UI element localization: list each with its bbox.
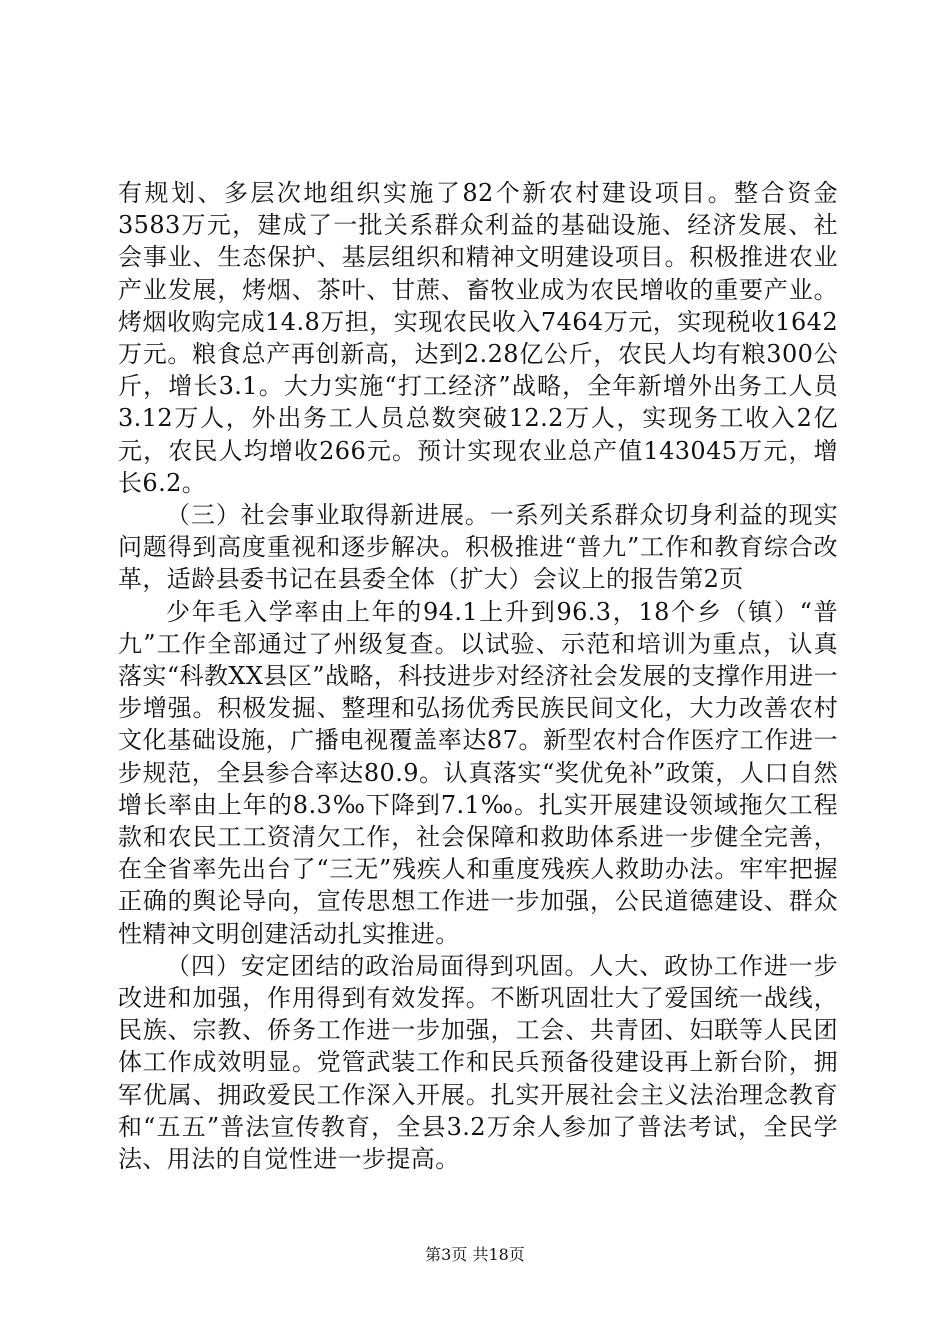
paragraph-education-culture: 少年毛入学率由上年的94.1上升到96.3，18个乡（镇）“普九”工作全部通过了州级复查。以试验、示范和培训为重点，认真落实“科教XX县区”战略，科技进步对经济社会发展的支撑作用进一步增强。积极发掘、整理和弘扬优秀民族民间文化，大力改善农村文化基础设施，广播电视覆盖率达87。新型农村合作医疗工作进一步规范，全县参合率达80.9。认真落实“奖优免补”政策，人口自然增长率由上年的8.3‰下降到7.1‰。扎实开展建设领域拖欠工程款和农民工工资清欠工作，社会保障和救助体系进一步健全完善，在全省率先出台了“三无”残疾人和重度残疾人救助办法。牢牢把握正确的舆论导向，宣传思想工作进一步加强，公民道德建设、群众性精神文明创建活动扎实推进。	[118, 597, 838, 948]
paragraph-social-affairs: （三）社会事业取得新进展。一系列关系群众切身利益的现实问题得到高度重视和逐步解决。积极推进“普九”工作和教育综合改革，适龄县委书记在县委全体（扩大）会议上的报告第2页	[118, 501, 838, 594]
paragraph-political-stability: （四）安定团结的政治局面得到巩固。人大、政协工作进一步改进和加强，作用得到有效发挥。不断巩固壮大了爱国统一战线，民族、宗教、侨务工作进一步加强，工会、共青团、妇联等人民团体工作成效明显。党管武装工作和民兵预备役建设再上新台阶，拥军优属、拥政爱民工作深入开展。扎实开展社会主义法治理念教育和“五五”普法宣传教育，全县3.2万余人参加了普法考试，全民学法、用法的自觉性进一步提高。	[118, 951, 838, 1174]
paragraph-continuation: 有规划、多层次地组织实施了82个新农村建设项目。整合资金3583万元，建成了一批关系群众利益的基础设施、经济发展、社会事业、生态保护、基层组织和精神文明建设项目。积极推进农业产业发展，烤烟、茶叶、甘蔗、畜牧业成为农民增收的重要产业。烤烟收购完成14.8万担，实现农民收入7464万元，实现税收1642万元。粮食总产再创新高，达到2.28亿公斤，农民人均有粮300公斤，增长3.1。大力实施“打工经济”战略，全年新增外出务工人员3.12万人，外出务工人员总数突破12.2万人，实现务工收入2亿元，农民人均增收266元。预计实现农业总产值143045万元，增长6.2。	[118, 179, 838, 497]
body-text	[118, 177, 838, 1175]
page-footer: 第3页 共18页	[425, 1245, 525, 1264]
